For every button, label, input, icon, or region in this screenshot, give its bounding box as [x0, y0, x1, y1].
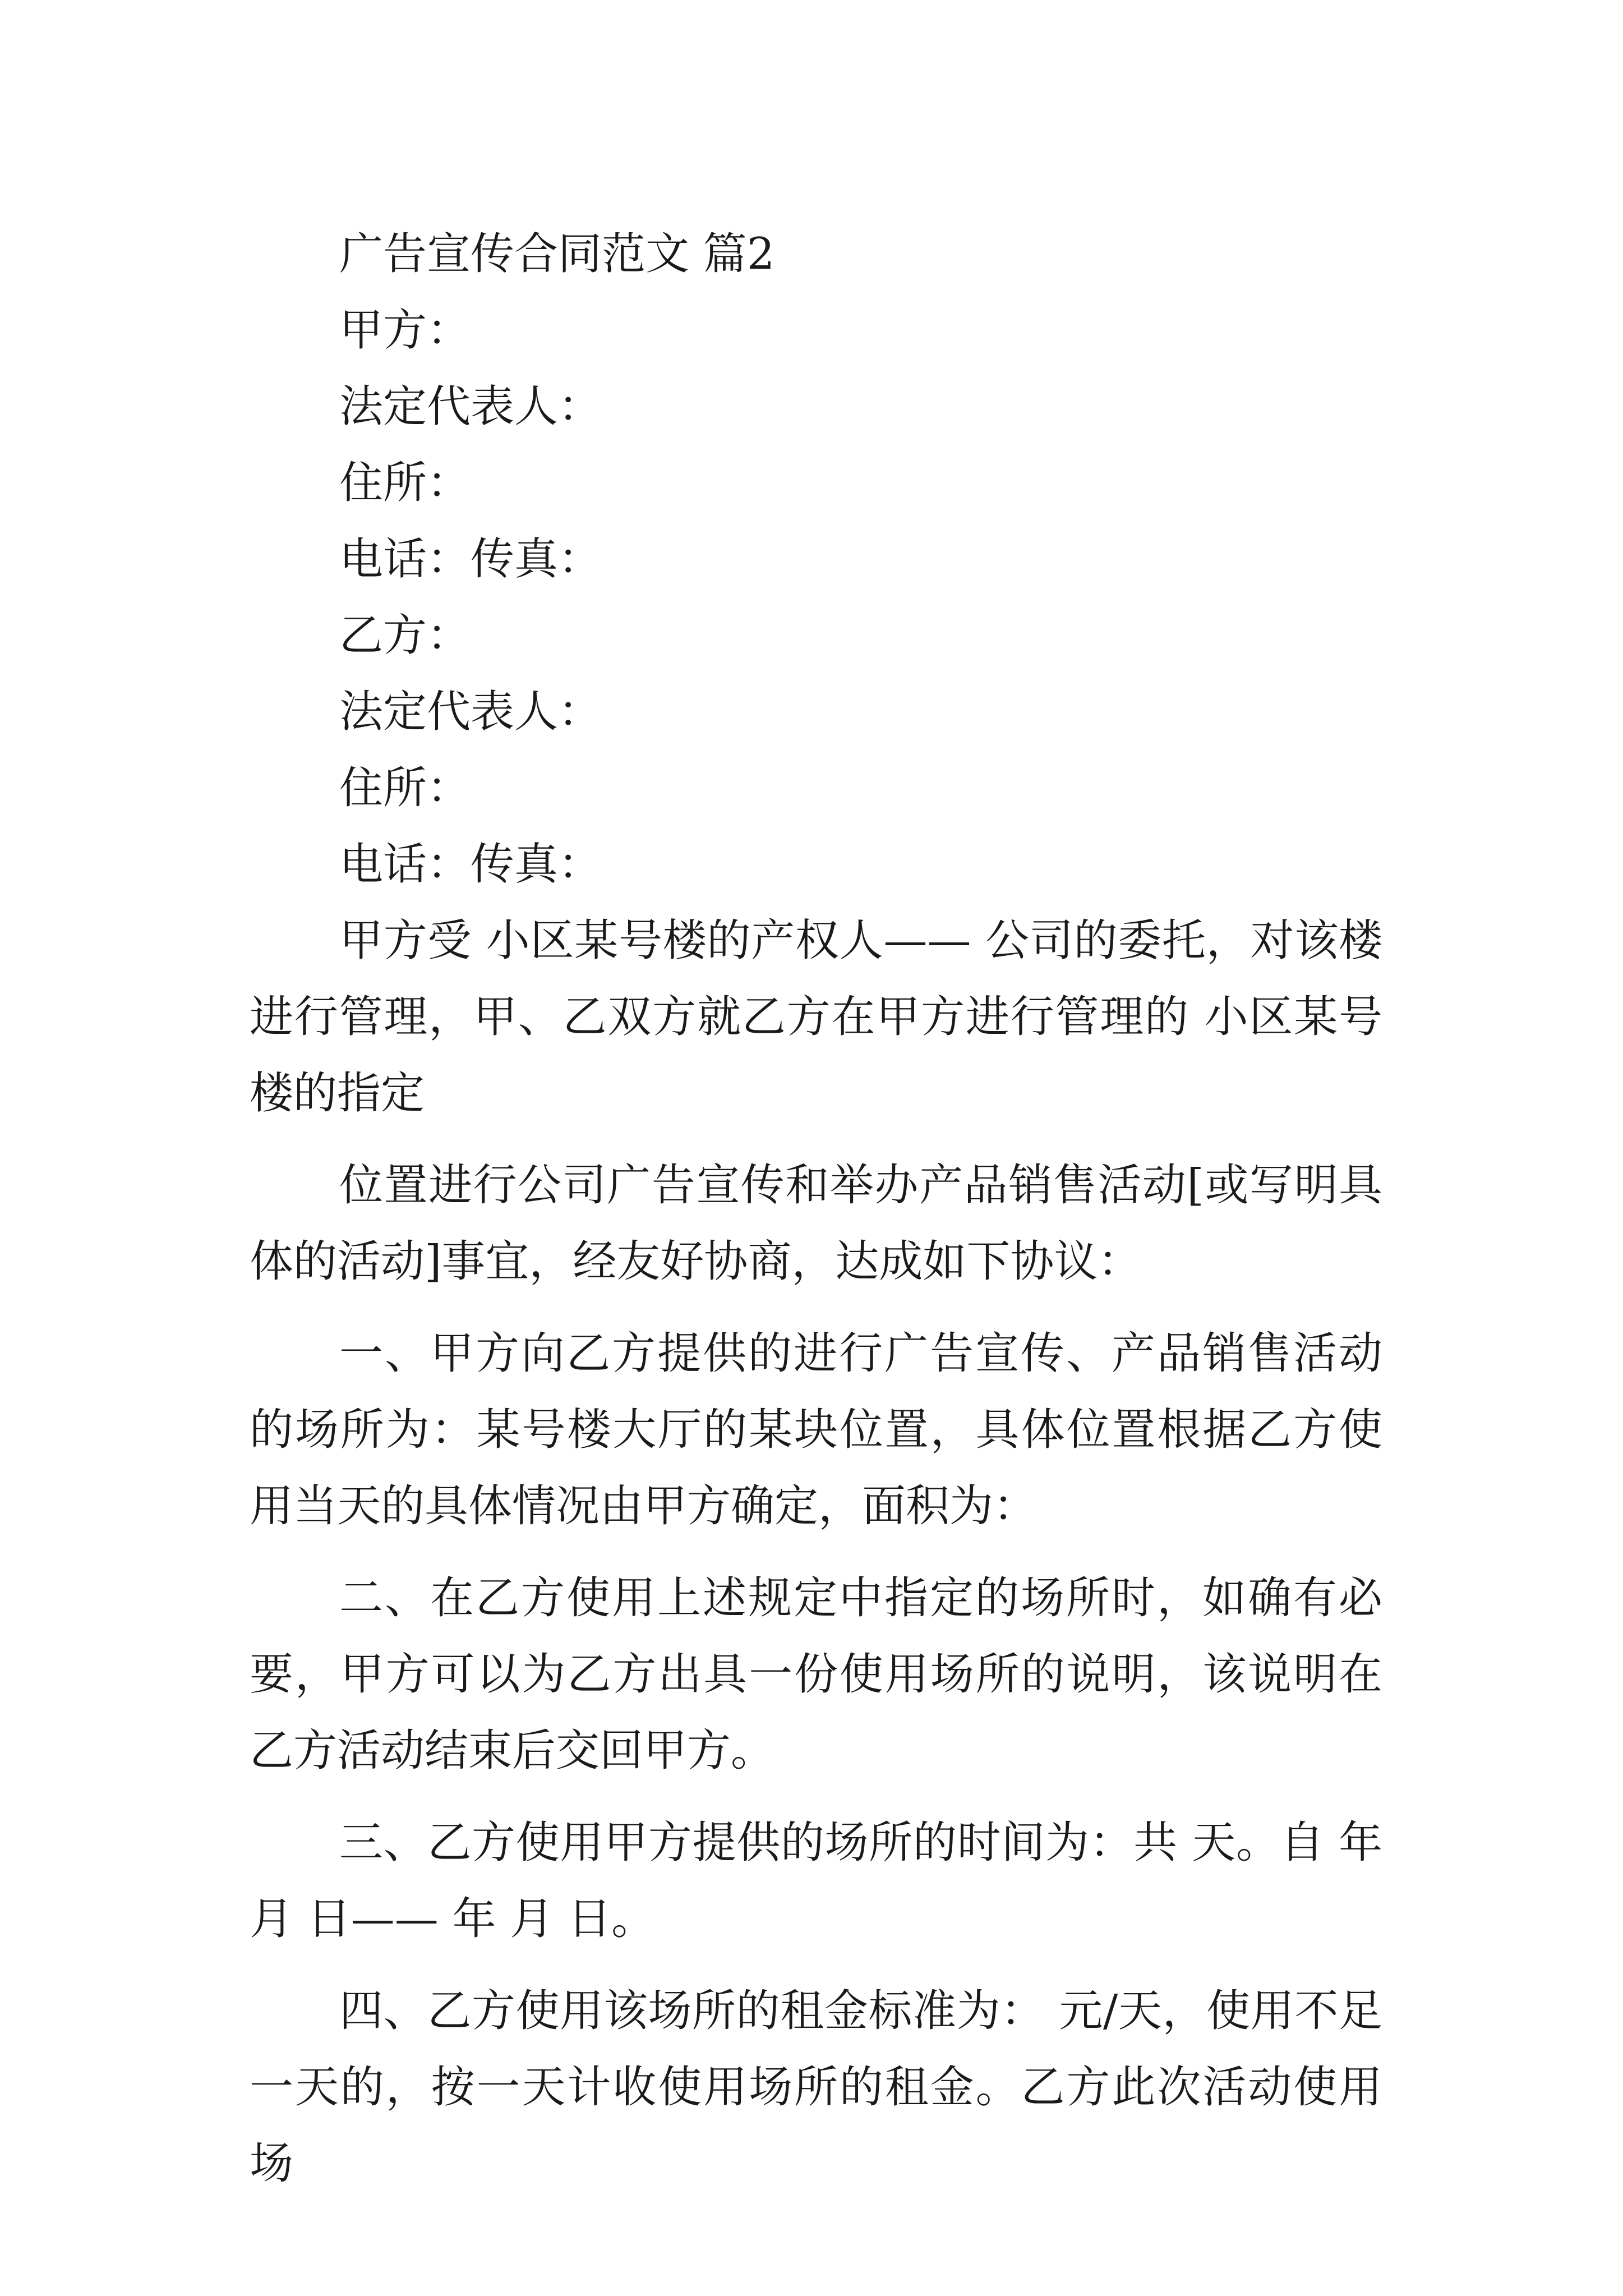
party-a-address: 住所：	[339, 458, 471, 508]
clause-2: 二、在乙方使用上述规定中指定的场所时，如确有必要，甲方可以为乙方出具一份使用场所的说明，该说明在乙方活动结束后交回甲方。	[250, 1573, 1382, 1776]
paragraph-intro: 甲方受 小区某号楼的产权人—— 公司的委托，对该楼进行管理，甲、乙双方就乙方在甲方进行管理的 小区某号楼的指定	[250, 915, 1382, 1119]
party-b-address: 住所：	[339, 763, 471, 813]
paragraph-purpose: 位置进行公司广告宣传和举办产品销售活动[或写明具体的活动]事宜，经友好协商，达成如下协议：	[250, 1160, 1382, 1287]
clause-4: 四、乙方使用该场所的租金标准为： 元/天，使用不足一天的，按一天计收使用场所的租金。乙方此次活动使用场	[250, 1986, 1382, 2189]
party-a-representative: 法定代表人：	[339, 381, 602, 432]
document-body	[250, 216, 1382, 2202]
party-a-label: 甲方：	[339, 305, 471, 356]
party-b-phone-fax: 电话：传真：	[339, 839, 602, 890]
party-b-representative: 法定代表人：	[339, 687, 602, 737]
document-title: 广告宣传合同范文 篇2	[339, 229, 775, 279]
party-b-label: 乙方：	[339, 610, 471, 661]
party-a-phone-fax: 电话：传真：	[339, 534, 602, 585]
clause-1: 一、甲方向乙方提供的进行广告宣传、产品销售活动的场所为：某号楼大厅的某块位置，具体位置根据乙方使用当天的具体情况由甲方确定，面积为：	[250, 1328, 1382, 1531]
clause-3: 三、乙方使用甲方提供的场所的时间为：共 天。自 年 月 日—— 年 月 日。	[250, 1818, 1382, 1944]
